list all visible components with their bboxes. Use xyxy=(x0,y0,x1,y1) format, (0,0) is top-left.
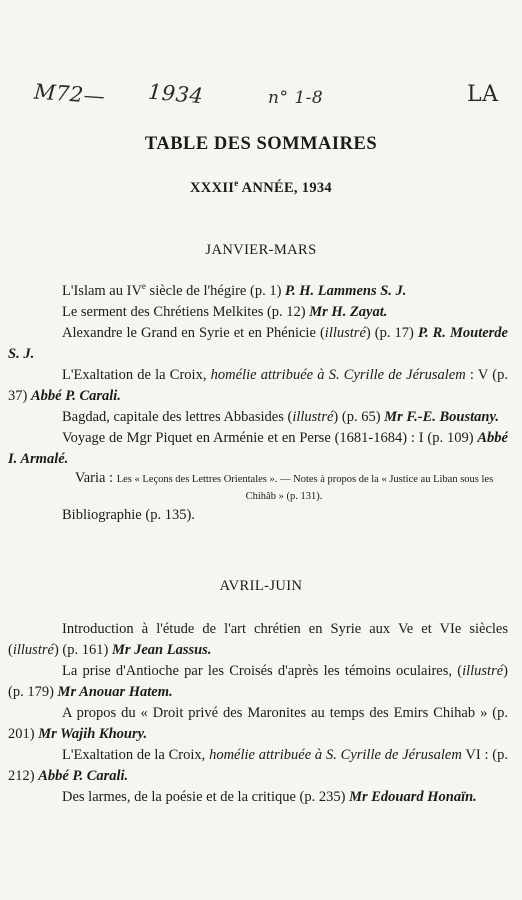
handwritten-ref-1: M72— xyxy=(33,79,106,109)
year-heading xyxy=(0,178,522,197)
entry: Alexandre le Grand en Syrie et en Phénicie (illustré) (p. 17) P. R. Mouterde S. J. xyxy=(8,325,508,362)
handwritten-ref-3: n° 1-8 xyxy=(268,88,324,108)
year-number: XXXII xyxy=(190,179,235,196)
year-rest: ANNÉE, 1934 xyxy=(238,179,332,196)
entry: Des larmes, de la poésie et de la critique (p. 235) Mr Edouard Honaïn. xyxy=(62,789,477,805)
entry: Introduction à l'étude de l'art chrétien en Syrie aux Ve et VIe siècles (illustré) (p. 161) Mr Jean Lassus. xyxy=(8,621,508,658)
page-title: TABLE DES SOMMAIRES xyxy=(144,134,378,154)
entry: Le serment des Chrétiens Melkites (p. 12) Mr H. Zayat. xyxy=(62,304,388,320)
year-suffix: e xyxy=(234,178,239,188)
entry: Voyage de Mgr Piquet en Arménie et en Perse (1681-1684) : I (p. 109) Abbé I. Armalé. xyxy=(8,430,508,467)
section-heading-janvier-mars: JANVIER-MARS xyxy=(205,242,317,258)
entry: Bagdad, capitale des lettres Abbasides (illustré) (p. 65) Mr F.-E. Boustany. xyxy=(62,409,500,425)
entry: Bibliographie (p. 135). xyxy=(62,507,195,523)
section-janvier-mars xyxy=(0,281,522,526)
entry: A propos du « Droit privé des Maronites au temps des Emirs Chihab » (p. 201) Mr Wajih Khoury. xyxy=(8,705,508,742)
entry-varia: Varia : Les « Leçons des Lettres Orientales ». — Notes à propos de la « Justice au Liban sous les Chihâb » (p. 131). xyxy=(74,470,494,502)
section-heading-avril-juin: AVRIL-JUIN xyxy=(219,578,303,594)
entry: L'Exaltation de la Croix, homélie attribuée à S. Cyrille de Jérusalem VI : (p. 212) Abbé P. Carali. xyxy=(8,747,508,784)
section-avril-juin xyxy=(0,619,522,808)
entry: L'Exaltation de la Croix, homélie attribuée à S. Cyrille de Jérusalem : V (p. 37) Abbé P. Carali. xyxy=(8,367,508,404)
entry: La prise d'Antioche par les Croisés d'après les témoins oculaires, (illustré) (p. 179) Mr Anouar Hatem. xyxy=(8,663,508,700)
entry: L'Islam au IVe siècle de l'hégire (p. 1) P. H. Lammens S. J. xyxy=(62,281,407,299)
handwritten-ref-4: LA xyxy=(467,82,499,107)
handwritten-ref-2: 1934 xyxy=(147,79,205,109)
